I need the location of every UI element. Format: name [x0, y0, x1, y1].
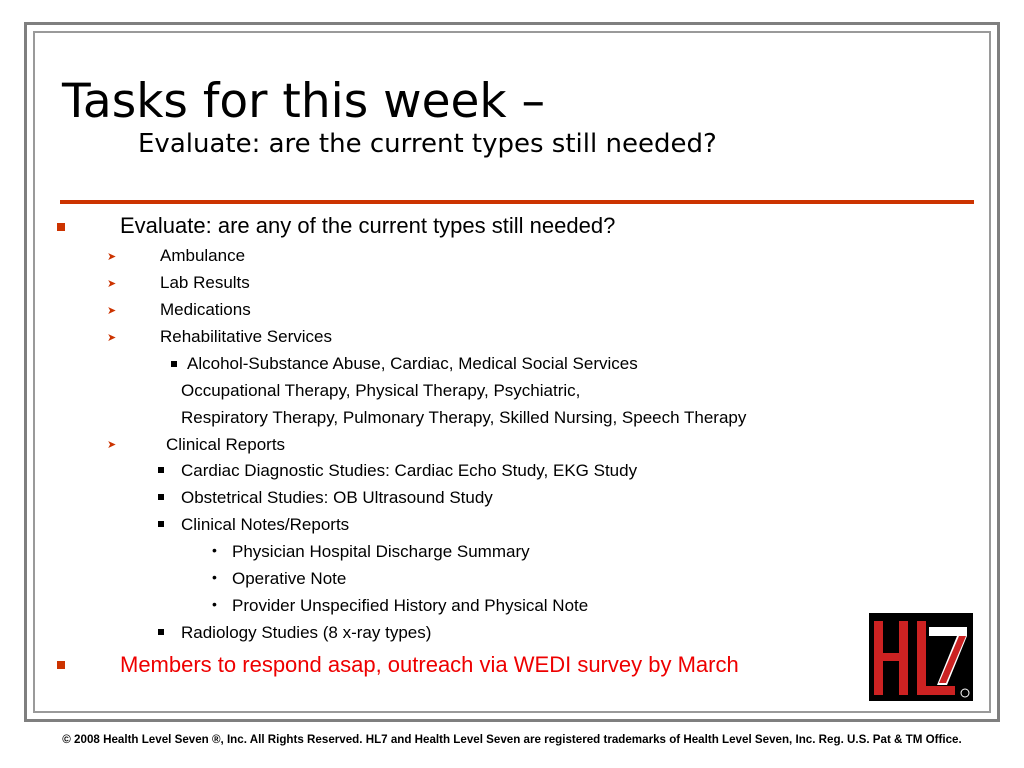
square-bullet-icon [158, 521, 164, 527]
rehab-services-line-3: Respiratory Therapy, Pulmonary Therapy, Skilled Nursing, Speech Therapy [181, 408, 747, 427]
bullet-members-respond: Members to respond asap, outreach via WEDI survey by March [120, 652, 739, 677]
square-bullet-icon [171, 361, 177, 367]
dot-bullet-icon: • [212, 596, 217, 612]
bullet-cardiac-diagnostic-studies: Cardiac Diagnostic Studies: Cardiac Echo Study, EKG Study [181, 461, 638, 480]
bullet-lab-results: Lab Results [160, 273, 250, 292]
bullet-discharge-summary: Physician Hospital Discharge Summary [232, 542, 530, 561]
arrow-bullet-icon: ➤ [107, 439, 117, 451]
square-bullet-icon [158, 494, 164, 500]
bullet-clinical-notes: Clinical Notes/Reports [181, 515, 350, 534]
bullet-radiology-studies: Radiology Studies (8 x-ray types) [181, 623, 432, 642]
copyright-footer: © 2008 Health Level Seven ®, Inc. All Rights Reserved. HL7 and Health Level Seven are registered trademarks of Health Level Seven, Inc. Reg. U.S. Pat & TM Office. [62, 733, 962, 746]
hl7-logo-graphic [869, 613, 973, 701]
bullet-obstetrical-studies: Obstetrical Studies: OB Ultrasound Study [181, 488, 493, 507]
bullet-evaluate: Evaluate: are any of the current types still needed? [120, 213, 616, 238]
hl7-logo [869, 613, 973, 701]
arrow-bullet-icon: ➤ [107, 278, 117, 290]
rehab-services-line-2: Occupational Therapy, Physical Therapy, Psychiatric, [181, 381, 581, 400]
bullet-operative-note: Operative Note [232, 569, 347, 588]
square-bullet-icon [158, 467, 164, 473]
dot-bullet-icon: • [212, 542, 217, 558]
rehab-services-line-1: Alcohol-Substance Abuse, Cardiac, Medical Social Services [187, 354, 638, 373]
arrow-bullet-icon: ➤ [107, 332, 117, 344]
slide-title: Tasks for this week – [62, 74, 546, 129]
arrow-bullet-icon: ➤ [107, 251, 117, 263]
bullet-ambulance: Ambulance [160, 246, 246, 265]
square-bullet-icon [57, 223, 65, 231]
bullet-rehabilitative-services: Rehabilitative Services [160, 327, 332, 346]
bullet-provider-note: Provider Unspecified History and Physical Note [232, 596, 589, 615]
square-bullet-icon [57, 661, 65, 669]
dot-bullet-icon: • [212, 569, 217, 585]
bullet-medications: Medications [160, 300, 251, 319]
bullet-clinical-reports: Clinical Reports [166, 435, 286, 454]
arrow-bullet-icon: ➤ [107, 305, 117, 317]
slide-subtitle: Evaluate: are the current types still needed? [138, 129, 717, 159]
square-bullet-icon [158, 629, 164, 635]
title-divider [60, 200, 974, 204]
